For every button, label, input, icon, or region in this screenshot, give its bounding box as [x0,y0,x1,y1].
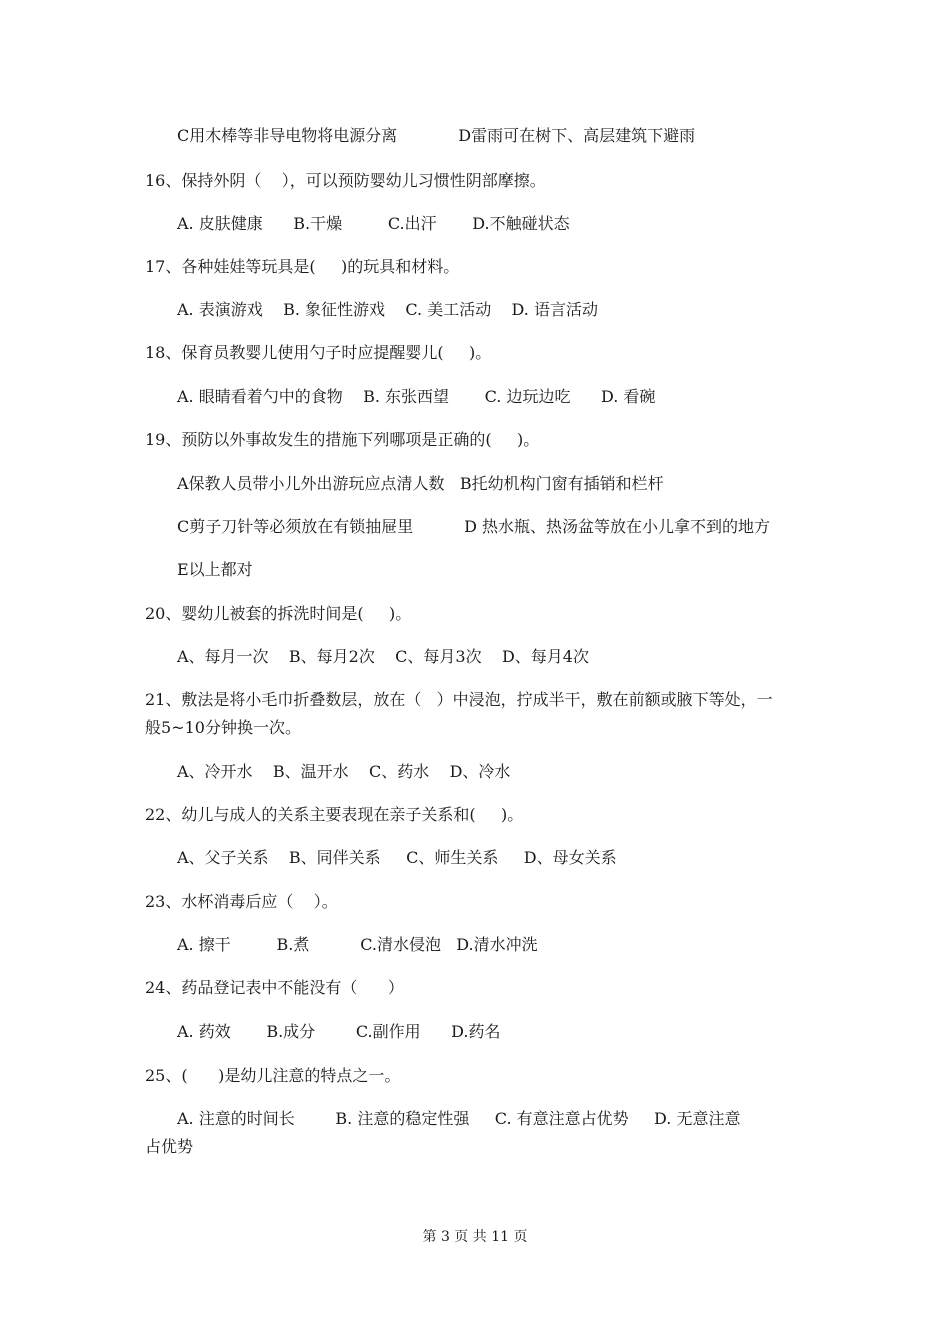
question-25-options: A. 注意的时间长 B. 注意的稳定性强 C. 有意注意占优势 D. 无意注意 [177,1109,741,1128]
question-18: 18、保育员教婴儿使用勺子时应提醒婴儿( )。 [145,343,492,362]
question-25: 25、( )是幼儿注意的特点之一。 [145,1066,401,1085]
question-19: 19、预防以外事故发生的措施下列哪项是正确的( )。 [145,430,540,449]
question-17: 17、各种娃娃等玩具是( )的玩具和材料。 [145,257,460,276]
question-21-continued: 般5~10分钟换一次。 [145,718,301,737]
question-22-options: A、父子关系 B、同伴关系 C、师生关系 D、母女关系 [177,848,617,867]
question-24: 24、药品登记表中不能没有（ ） [145,978,404,997]
question-22: 22、幼儿与成人的关系主要表现在亲子关系和( )。 [145,805,524,824]
question-21: 21、敷法是将小毛巾折叠数层，放在（ ）中浸泡，拧成半干，敷在前额或腋下等处，一 [145,690,773,709]
question-19-options-cd: C剪子刀针等必须放在有锁抽屉里 D 热水瓶、热汤盆等放在小儿拿不到的地方 [177,517,771,536]
question-18-options: A. 眼睛看着勺中的食物 B. 东张西望 C. 边玩边吃 D. 看碗 [177,387,656,406]
question-24-options: A. 药效 B.成分 C.副作用 D.药名 [177,1022,501,1041]
question-16-options: A. 皮肤健康 B.干燥 C.出汗 D.不触碰状态 [177,214,570,233]
question-23: 23、水杯消毒后应（ ）。 [145,892,338,911]
question-25-continued: 占优势 [145,1137,194,1156]
question-19-option-e: E以上都对 [177,560,253,579]
question-19-options-ab: A保教人员带小儿外出游玩应点清人数 B托幼机构门窗有插销和栏杆 [177,474,664,493]
question-17-options: A. 表演游戏 B. 象征性游戏 C. 美工活动 D. 语言活动 [177,300,598,319]
page-footer: 第 3 页 共 11 页 [422,1229,528,1245]
question-16: 16、保持外阴（ ），可以预防婴幼儿习惯性阴部摩擦。 [145,171,546,190]
question-21-options: A、冷开水 B、温开水 C、药水 D、冷水 [177,762,511,781]
q15-options-cd: C用木棒等非导电物将电源分离 D雷雨可在树下、高层建筑下避雨 [177,126,696,145]
question-20: 20、婴幼儿被套的拆洗时间是( )。 [145,604,412,623]
question-20-options: A、每月一次 B、每月2次 C、每月3次 D、每月4次 [177,647,589,666]
question-23-options: A. 擦干 B.煮 C.清水侵泡 D.清水冲洗 [177,935,538,954]
